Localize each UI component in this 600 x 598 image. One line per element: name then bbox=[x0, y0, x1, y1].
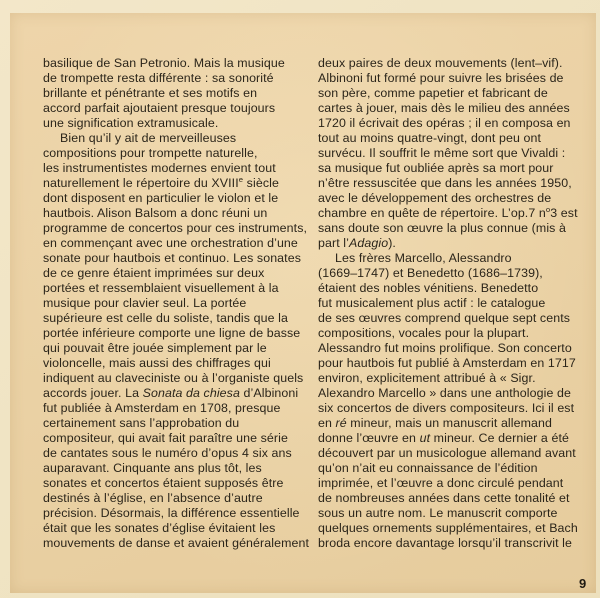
text-line: part l’Adagio). bbox=[318, 236, 396, 250]
text-line: était que les sonates d’église évitaient les bbox=[43, 521, 276, 535]
text-line: donne l’œuvre en ut mineur. Ce dernier a été bbox=[318, 431, 569, 445]
text-line: portée inférieure comporte une ligne de basse bbox=[43, 326, 301, 340]
text-line: six concertos de divers compositeurs. Ici il est bbox=[318, 401, 575, 415]
text-line: découvert par un musicologue allemand avant bbox=[318, 446, 576, 460]
text-line: de nombreuses années dans cette tonalité et bbox=[318, 491, 570, 505]
text-line: Albinoni fut formé pour suivre les brisées de bbox=[318, 71, 564, 85]
text-line: 1720 il écrivait des opéras ; il en composa en bbox=[318, 116, 571, 130]
text-line: une signification extramusicale. bbox=[43, 116, 219, 130]
text-line: indiquent au claveciniste ou à l’organiste quels bbox=[43, 371, 304, 385]
text-line: en commençant avec une orchestration d’une bbox=[43, 236, 298, 250]
left-column bbox=[43, 56, 319, 551]
text-line: qu’on n’ait eu connaissance de l’édition bbox=[318, 461, 538, 475]
text-line: destinés à l’église, en l’absence d’autre bbox=[43, 491, 263, 505]
text-line: Alexandro Marcello » dans une anthologie de bbox=[318, 386, 571, 400]
superscript-text: e bbox=[238, 174, 244, 184]
text-line: de ce genre étaient imprimées sur deux bbox=[43, 266, 265, 280]
text-line: mouvements de danse et avaient généralement bbox=[43, 536, 310, 550]
text-line: survécu. Il souffrit le même sort que Vivaldi : bbox=[318, 146, 566, 160]
text-line: hautbois. Alison Balsom a donc réuni un bbox=[43, 206, 268, 220]
text-line: tout au moins quatre-vingt, dont peu ont bbox=[318, 131, 542, 145]
text-line: dont disposent en particulier le violon et le bbox=[43, 191, 279, 205]
text-line: musique pour clavier seul. La portée bbox=[43, 296, 247, 310]
text-line: certainement sans l’approbation du bbox=[43, 416, 240, 430]
text-line: compositions, vocales pour la plupart. bbox=[318, 326, 530, 340]
text-line: de ses œuvres comprend quelque sept cents bbox=[318, 311, 571, 325]
text-line: (1669–1747) et Benedetto (1686–1739), bbox=[318, 266, 543, 280]
right-column bbox=[318, 56, 594, 551]
text-line: deux paires de deux mouvements (lent–vif). bbox=[318, 56, 563, 70]
text-line: sous un autre nom. Le manuscrit comporte bbox=[318, 506, 558, 520]
text-line: portées et ressemblaient visuellement à la bbox=[43, 281, 279, 295]
text-line: accord parfait ajoutaient presque toujours bbox=[43, 101, 276, 115]
text-line: programme de concertos pour ces instruments, bbox=[43, 221, 308, 235]
page-number: 9 bbox=[579, 576, 587, 591]
text-line: fut musicalement plus actif : le catalogue bbox=[318, 296, 546, 310]
text-line: Bien qu’il y ait de merveilleuses bbox=[60, 131, 237, 145]
text-line: brillante et pénétrante et ses motifs en bbox=[43, 86, 258, 100]
text-line: sa musique fut oubliée après sa mort pour bbox=[318, 161, 554, 175]
text-line: de trompette resta différente : sa sonorité bbox=[43, 71, 274, 85]
text-line: quelques ornements supplémentaires, et Bach bbox=[318, 521, 578, 535]
text-line: en ré mineur, mais un manuscrit allemand bbox=[318, 416, 553, 430]
text-line: les instrumentistes modernes envient tout bbox=[43, 161, 276, 175]
text-line: de cantates sous le numéro d’opus 4 six ans bbox=[43, 446, 292, 460]
text-line: compositeur, qui avait fait paraître une série bbox=[43, 431, 288, 445]
text-line: sonate pour hautbois et continuo. Les sonates bbox=[43, 251, 301, 265]
text-line: compositions pour trompette naturelle, bbox=[43, 146, 258, 160]
italic-text: ut bbox=[419, 431, 431, 445]
italic-text: Sonata da chiesa bbox=[142, 386, 240, 400]
text-line: sonates et concertos étaient supposés être bbox=[43, 476, 284, 490]
text-line: précision. Désormais, la différence essentielle bbox=[43, 506, 300, 520]
italic-text: ré bbox=[335, 416, 347, 430]
italic-text: Adagio bbox=[349, 236, 389, 250]
text-line: son père, comme papetier et fabricant de bbox=[318, 86, 548, 100]
text-line: imprimée, et l’œuvre a donc circulé pendant bbox=[318, 476, 564, 490]
superscript-text: o bbox=[545, 204, 551, 214]
text-line: n’être ressuscitée que dans les années 1950, bbox=[318, 176, 572, 190]
text-line: Les frères Marcello, Alessandro bbox=[335, 251, 512, 265]
text-line: accords jouer. La Sonata da chiesa d’Albinoni bbox=[43, 386, 299, 400]
text-line: broda encore davantage lorsqu’il transcrivit le bbox=[318, 536, 573, 550]
text-line: basilique de San Petronio. Mais la musique bbox=[43, 56, 285, 70]
text-line: cartes à jouer, mais dès le milieu des années bbox=[318, 101, 570, 115]
text-line: environ, explicitement attribué à « Sigr. bbox=[318, 371, 536, 385]
text-line: pour hautbois fut publié à Amsterdam en 1717 bbox=[318, 356, 576, 370]
text-line: Alessandro fut moins prolifique. Son concerto bbox=[318, 341, 572, 355]
text-line: avec le développement des orchestres de bbox=[318, 191, 552, 205]
text-line: auparavant. Cinquante ans plus tôt, les bbox=[43, 461, 262, 475]
text-line: sans doute son œuvre la plus connue (mis à bbox=[318, 221, 567, 235]
text-line: étaient des nobles vénitiens. Benedetto bbox=[318, 281, 539, 295]
booklet-page bbox=[10, 13, 596, 593]
text-line: chambre en quête de répertoire. L’op.7 $n^o3$ est bbox=[318, 204, 578, 220]
text-line: violoncelle, mais aussi des chiffrages qui bbox=[43, 356, 271, 370]
text-line: naturellement le répertoire du XVIIIe siècle bbox=[43, 174, 279, 190]
text-line: fut publiée à Amsterdam en 1708, presque bbox=[43, 401, 281, 415]
text-line: qui pouvait être jouée simplement par le bbox=[43, 341, 267, 355]
text-line: supérieure est celle du soliste, tandis que la bbox=[43, 311, 288, 325]
